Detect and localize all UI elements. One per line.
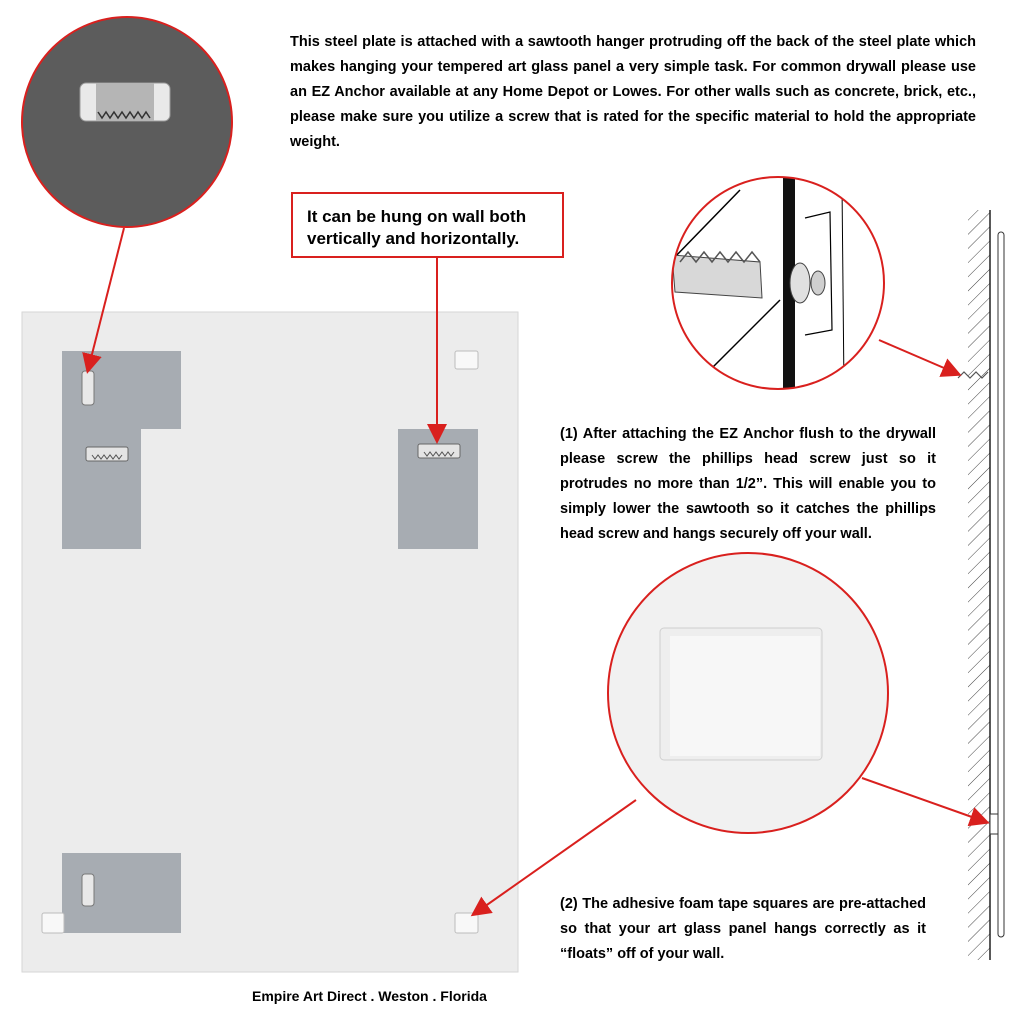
wall-side-view <box>958 210 1004 960</box>
steel-plate-top-left <box>62 351 181 429</box>
sawtooth-hanger-icon <box>86 447 128 461</box>
foam-square-icon <box>42 913 64 933</box>
sawtooth-hanger-icon <box>418 444 460 458</box>
callout-label: It can be hung on wall both vertically and horizontally. <box>307 207 527 248</box>
zoom-foam-detail <box>608 553 888 833</box>
zoom-sawtooth-detail <box>22 17 232 227</box>
step-2-instructions: (2) The adhesive foam tape squares are pre-attached so that your art glass panel hangs correctly as it “floats” off of your wall. <box>560 896 926 962</box>
steel-plate-bottom-left <box>62 853 181 933</box>
glass-panel-back <box>22 312 518 972</box>
zoom-anchor-detail <box>672 170 884 400</box>
step-1-instructions: (1) After attaching the EZ Anchor flush to the drywall please screw the phillips head screw just so it protrudes no more than 1/2”. This will enable you to simply lower the sawtooth so it catches the phillips head screw and hangs securely off your wall. <box>560 426 936 542</box>
intro-description: This steel plate is attached with a sawtooth hanger protruding off the back of the steel plate which makes hanging your tempered art glass panel a very simple task. For common drywall please use an EZ Anchor available at any Home Depot or Lowes. For other walls such as concrete, brick, etc., please make sure you utilize a screw that is rated for the specific material to hold the appropriate weight. <box>290 34 976 150</box>
footer-credit: Empire Art Direct . Weston . Florida <box>252 988 487 1004</box>
foam-square-icon <box>455 913 478 933</box>
foam-square-icon <box>455 351 478 369</box>
